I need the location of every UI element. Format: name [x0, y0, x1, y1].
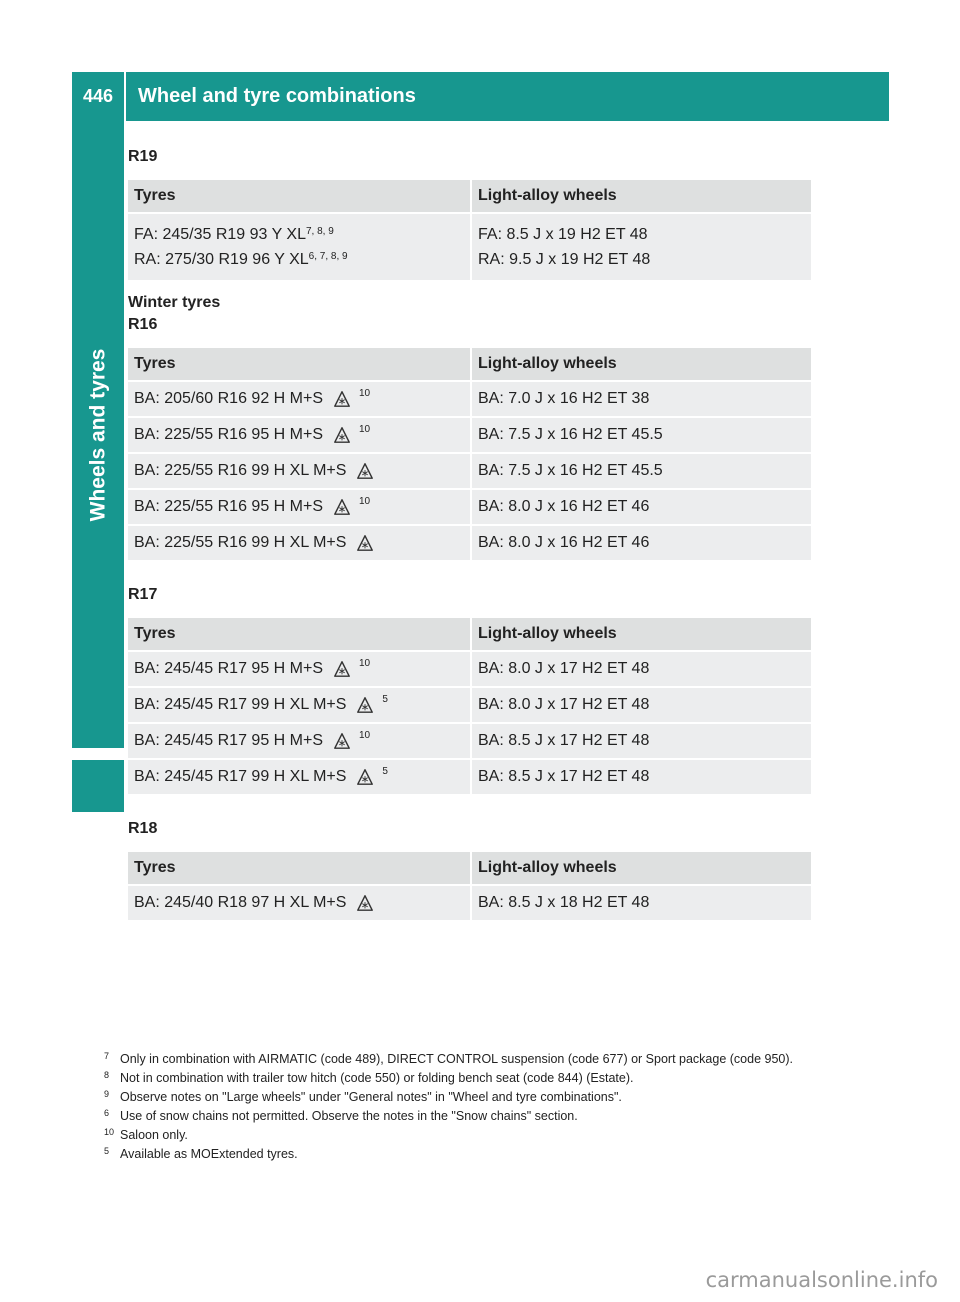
watermark: carmanualsonline.info [705, 1268, 938, 1292]
table-row [128, 453, 811, 489]
footnote-item [104, 1088, 824, 1107]
footnotes [104, 1050, 824, 1164]
wheel-cell: BA: 8.0 J x 17 H2 ET 48 [471, 687, 811, 723]
table-header-row [128, 348, 811, 381]
table-row [128, 687, 811, 723]
winter-tyres-heading: Winter tyres [128, 294, 221, 311]
wheel-cell: BA: 8.0 J x 16 H2 ET 46 [471, 489, 811, 525]
section-label-r19: R19 [128, 148, 158, 165]
wheel-cell: BA: 8.0 J x 16 H2 ET 46 [471, 525, 811, 561]
footnote-mark: 8 [104, 1070, 110, 1080]
table-row [128, 213, 811, 281]
wheel-cell: BA: 8.0 J x 17 H2 ET 48 [471, 651, 811, 687]
tyre-line-ra: RA: 275/30 R19 96 Y XL$^{6, 7, 8, 9}$ [134, 251, 348, 268]
footnote-ref: 10 [359, 495, 371, 507]
footnote-text: Saloon only. [120, 1128, 188, 1142]
footnote-text: Not in combination with trailer tow hitch (code 550) or folding bench seat (code 844) (Estate). [120, 1071, 634, 1085]
tyre-size: BA: 225/55 R16 95 H M+S [134, 498, 323, 516]
footnote-text: Available as MOExtended tyres. [120, 1147, 298, 1161]
tyre-cell [128, 885, 471, 921]
snowflake-mountain-icon [356, 534, 374, 552]
footnote-text: Use of snow chains not permitted. Observe the notes in the "Snow chains" section. [120, 1109, 578, 1123]
column-header-tyres: Tyres [128, 618, 471, 651]
table-row [128, 417, 811, 453]
section-label-r17: R17 [128, 586, 158, 603]
section-label-r16: R16 [128, 316, 158, 333]
footnote-ref: 5 [382, 765, 388, 777]
table-header-row [128, 618, 811, 651]
table-header-row [128, 180, 811, 213]
footnote-item [104, 1145, 824, 1164]
table-row [128, 525, 811, 561]
tyre-cell [128, 687, 471, 723]
wheel-cell [471, 213, 811, 281]
tyre-cell [128, 723, 471, 759]
column-header-wheels: Light-alloy wheels [471, 180, 811, 213]
footnote-ref: 7, 8, 9 [305, 226, 334, 237]
wheel-line-fa: FA: 8.5 J x 19 H2 ET 48 [478, 226, 648, 243]
footnote-ref: 10 [359, 387, 371, 399]
footnote-text: Only in combination with AIRMATIC (code 489), DIRECT CONTROL suspension (code 677) or Sport package (code 950). [120, 1052, 793, 1066]
footnote-item [104, 1126, 824, 1145]
side-tab-label: Wheels and tyres [86, 348, 110, 521]
page-header [72, 72, 889, 121]
tyre-size: BA: 225/55 R16 95 H M+S [134, 426, 323, 444]
spec-table-r16 [128, 348, 811, 562]
spec-table-r18 [128, 852, 811, 922]
tyre-size: BA: 245/45 R17 95 H M+S [134, 732, 323, 750]
wheel-cell: BA: 7.5 J x 16 H2 ET 45.5 [471, 453, 811, 489]
wheel-cell: BA: 8.5 J x 17 H2 ET 48 [471, 723, 811, 759]
footnote-ref: 6, 7, 8, 9 [308, 251, 348, 262]
footnote-item [104, 1107, 824, 1126]
wheel-cell: BA: 7.5 J x 16 H2 ET 45.5 [471, 417, 811, 453]
wheel-line-ra: RA: 9.5 J x 19 H2 ET 48 [478, 251, 651, 268]
snowflake-mountain-icon [333, 732, 351, 750]
tyre-cell [128, 381, 471, 417]
column-header-tyres: Tyres [128, 180, 471, 213]
tyre-cell [128, 525, 471, 561]
footnote-item [104, 1050, 824, 1069]
column-header-tyres: Tyres [128, 852, 471, 885]
main-content [128, 148, 811, 922]
spec-table-r19 [128, 180, 811, 282]
snowflake-mountain-icon [333, 426, 351, 444]
tyre-size: BA: 245/40 R18 97 H XL M+S [134, 894, 347, 912]
footnote-mark: 6 [104, 1108, 110, 1118]
snowflake-mountain-icon [356, 462, 374, 480]
tyre-size: BA: 245/45 R17 95 H M+S [134, 660, 323, 678]
footnote-item [104, 1069, 824, 1088]
tyre-size: BA: 245/45 R17 99 H XL M+S [134, 696, 347, 714]
side-tab [72, 121, 124, 748]
spec-table-r17 [128, 618, 811, 796]
table-header-row [128, 852, 811, 885]
wheel-cell: BA: 8.5 J x 18 H2 ET 48 [471, 885, 811, 921]
footnote-ref: 10 [359, 423, 371, 435]
tyre-cell [128, 417, 471, 453]
tyre-line-fa: FA: 245/35 R19 93 Y XL$^{7, 8, 9}$ [134, 226, 334, 243]
footnote-ref: 10 [359, 657, 371, 669]
footnote-mark: 5 [104, 1146, 110, 1156]
tyre-cell [128, 759, 471, 795]
footnote-mark: 9 [104, 1089, 110, 1099]
table-row [128, 381, 811, 417]
footnote-ref: 5 [382, 693, 388, 705]
table-row [128, 723, 811, 759]
footnote-mark: 7 [104, 1051, 110, 1061]
tyre-cell [128, 213, 471, 281]
table-row [128, 759, 811, 795]
tyre-cell [128, 453, 471, 489]
table-row [128, 651, 811, 687]
footnote-mark: 10 [104, 1127, 115, 1137]
winter-tables [128, 316, 811, 922]
page-title: Wheel and tyre combinations [138, 85, 416, 107]
tyre-size: BA: 225/55 R16 99 H XL M+S [134, 534, 347, 552]
snowflake-mountain-icon [356, 768, 374, 786]
table-row [128, 489, 811, 525]
tyre-size: BA: 225/55 R16 99 H XL M+S [134, 462, 347, 480]
column-header-wheels: Light-alloy wheels [471, 618, 811, 651]
column-header-wheels: Light-alloy wheels [471, 348, 811, 381]
snowflake-mountain-icon [333, 498, 351, 516]
snowflake-mountain-icon [356, 696, 374, 714]
wheel-cell: BA: 7.0 J x 16 H2 ET 38 [471, 381, 811, 417]
section-label-r18: R18 [128, 820, 158, 837]
snowflake-mountain-icon [356, 894, 374, 912]
table-row [128, 885, 811, 921]
snowflake-mountain-icon [333, 390, 351, 408]
column-header-tyres: Tyres [128, 348, 471, 381]
footnote-ref: 10 [359, 729, 371, 741]
tyre-cell [128, 651, 471, 687]
page-number: 446 [72, 72, 126, 121]
tyre-size: BA: 205/60 R16 92 H M+S [134, 390, 323, 408]
tyre-size: BA: 245/45 R17 99 H XL M+S [134, 768, 347, 786]
footnote-text: Observe notes on "Large wheels" under "General notes" in "Wheel and tyre combinations". [120, 1090, 622, 1104]
wheel-cell: BA: 8.5 J x 17 H2 ET 48 [471, 759, 811, 795]
side-tab-marker [72, 760, 124, 812]
snowflake-mountain-icon [333, 660, 351, 678]
tyre-cell [128, 489, 471, 525]
column-header-wheels: Light-alloy wheels [471, 852, 811, 885]
